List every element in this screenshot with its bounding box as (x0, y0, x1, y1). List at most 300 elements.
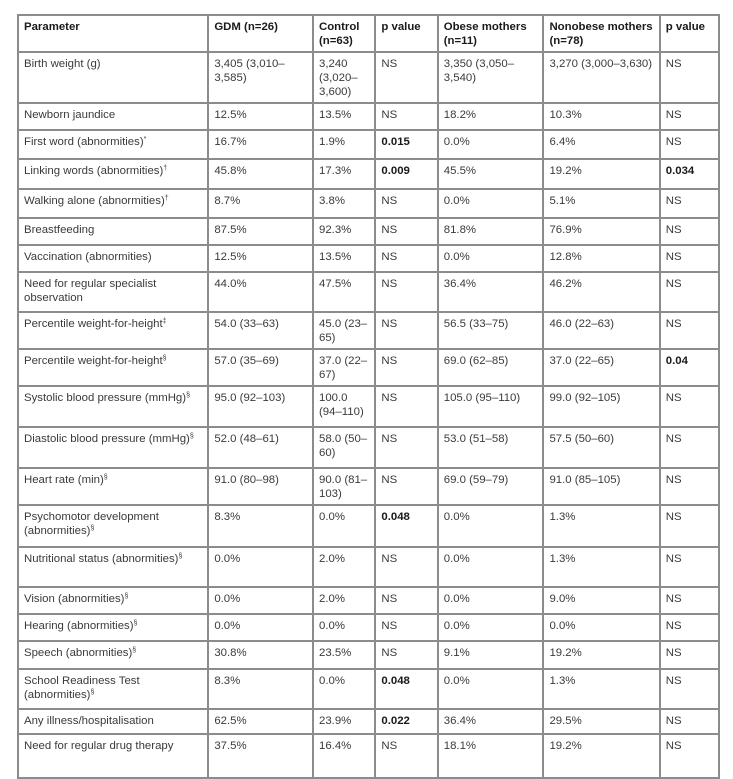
cell-control-text: 3.8% (318, 195, 345, 207)
cell-control (313, 52, 375, 103)
cell-control (313, 189, 375, 218)
cell-p-value-1 (375, 245, 437, 272)
cell-p-value-2 (660, 349, 719, 386)
cell-p-value-1-text: NS (381, 318, 398, 330)
cell-obese (438, 52, 544, 103)
cell-gdm (208, 103, 313, 130)
footnote-marker: § (178, 553, 183, 560)
cell-nonobese (543, 52, 659, 103)
header-row (18, 15, 719, 52)
cell-obese (438, 159, 544, 189)
header-obese: Obese mothers (n=11) (438, 15, 544, 52)
cell-p-value-2-text: NS (665, 318, 682, 330)
footnote-marker: † (163, 165, 168, 172)
cell-nonobese-text: 46.0 (22–63) (549, 318, 615, 330)
cell-obese-text: 3,350 (3,050–3,540) (443, 58, 515, 84)
cell-p-value-1 (375, 614, 437, 641)
cell-parameter-text: Need for regular specialist observation (24, 278, 157, 304)
cell-obese-text: 69.0 (59–79) (443, 474, 509, 486)
cell-gdm-text: 91.0 (80–98) (214, 474, 279, 486)
table-body (18, 52, 719, 778)
cell-gdm-text: 52.0 (48–61) (214, 433, 279, 445)
cell-parameter-text: Vaccination (abnormities) (24, 251, 152, 263)
cell-p-value-1 (375, 130, 437, 159)
cell-p-value-2-text: NS (665, 224, 682, 236)
cell-control-text: 58.0 (50–60) (318, 433, 368, 459)
cell-control (313, 547, 375, 587)
cell-obese (438, 669, 544, 709)
table-row (18, 427, 719, 468)
cell-nonobese-text: 19.2% (549, 165, 582, 177)
table-row (18, 218, 719, 245)
cell-parameter (18, 103, 208, 130)
outcomes-table (17, 14, 720, 779)
cell-gdm-text: 95.0 (92–103) (214, 392, 286, 404)
cell-parameter-text: Systolic blood pressure (mmHg) (24, 392, 187, 404)
cell-p-value-2-text: NS (665, 474, 682, 486)
footnote-marker: § (90, 525, 95, 532)
cell-control (313, 349, 375, 386)
table-row (18, 272, 719, 312)
cell-p-value-2 (660, 130, 719, 159)
cell-p-value-1-text: 0.009 (381, 165, 410, 177)
cell-nonobese-text: 91.0 (85–105) (549, 474, 621, 486)
cell-obese-text: 0.0% (443, 251, 470, 263)
cell-parameter-text: Any illness/hospitalisation (24, 715, 154, 727)
cell-obese-text: 0.0% (443, 511, 470, 523)
cell-nonobese-text: 19.2% (549, 647, 582, 659)
cell-p-value-2 (660, 709, 719, 734)
cell-control-text: 2.0% (318, 553, 345, 565)
cell-control (313, 505, 375, 547)
cell-obese (438, 614, 544, 641)
cell-nonobese-text: 5.1% (549, 195, 576, 207)
cell-p-value-1 (375, 468, 437, 505)
cell-p-value-1-text: NS (381, 474, 398, 486)
cell-obese (438, 386, 544, 427)
cell-p-value-2-text: NS (665, 740, 682, 752)
cell-gdm-text: 12.5% (214, 109, 247, 121)
cell-control (313, 218, 375, 245)
footnote-marker: ‡ (162, 318, 167, 325)
cell-control (313, 734, 375, 778)
cell-p-value-2 (660, 587, 719, 614)
cell-obese-text: 81.8% (443, 224, 477, 236)
cell-gdm-text: 45.8% (214, 165, 247, 177)
cell-p-value-2-text: 0.04 (665, 355, 688, 367)
cell-gdm-text: 57.0 (35–69) (214, 355, 279, 367)
header-control: Control (n=63) (313, 15, 375, 52)
table-row (18, 159, 719, 189)
cell-p-value-2-text: NS (665, 647, 682, 659)
cell-gdm-text: 0.0% (214, 620, 241, 632)
cell-p-value-2 (660, 669, 719, 709)
cell-obese (438, 709, 544, 734)
cell-control-text: 47.5% (318, 278, 352, 290)
cell-nonobese (543, 547, 659, 587)
cell-nonobese-text: 1.3% (549, 553, 576, 565)
cell-nonobese (543, 734, 659, 778)
cell-gdm-text: 87.5% (214, 224, 247, 236)
cell-control (313, 468, 375, 505)
cell-nonobese-text: 46.2% (549, 278, 582, 290)
cell-parameter-text: Birth weight (g) (24, 58, 101, 70)
cell-p-value-2 (660, 52, 719, 103)
cell-obese (438, 641, 544, 669)
cell-obese (438, 130, 544, 159)
cell-control-text: 1.9% (318, 136, 345, 148)
cell-obese-text: 0.0% (443, 195, 470, 207)
cell-control (313, 641, 375, 669)
cell-p-value-1 (375, 547, 437, 587)
cell-obese (438, 547, 544, 587)
cell-nonobese (543, 189, 659, 218)
cell-parameter-text: Walking alone (abnormities) (24, 195, 165, 207)
cell-p-value-1 (375, 386, 437, 427)
footnote-marker: § (103, 474, 108, 481)
cell-gdm-text: 12.5% (214, 251, 247, 263)
cell-parameter (18, 349, 208, 386)
cell-p-value-1 (375, 709, 437, 734)
cell-nonobese (543, 468, 659, 505)
cell-nonobese (543, 245, 659, 272)
cell-parameter (18, 669, 208, 709)
cell-p-value-1-text: NS (381, 647, 398, 659)
cell-nonobese (543, 349, 659, 386)
cell-parameter (18, 245, 208, 272)
cell-control-text: 37.0 (22–67) (318, 355, 368, 381)
table-row (18, 130, 719, 159)
cell-p-value-1-text: 0.022 (381, 715, 410, 727)
cell-gdm (208, 587, 313, 614)
cell-p-value-1-text: 0.048 (381, 511, 410, 523)
cell-control-text: 2.0% (318, 593, 345, 605)
footnote-marker: * (143, 136, 147, 143)
cell-p-value-1-text: NS (381, 620, 398, 632)
cell-parameter (18, 218, 208, 245)
cell-parameter-text: Vision (abnormities) (24, 593, 125, 605)
cell-parameter (18, 272, 208, 312)
cell-p-value-1-text: NS (381, 433, 398, 445)
cell-control (313, 272, 375, 312)
cell-parameter-text: Nutritional status (abnormities) (24, 553, 179, 565)
cell-p-value-1-text: NS (381, 355, 398, 367)
cell-control (313, 427, 375, 468)
cell-gdm (208, 189, 313, 218)
cell-gdm-text: 44.0% (214, 278, 247, 290)
cell-p-value-2 (660, 641, 719, 669)
cell-p-value-1-text: NS (381, 392, 398, 404)
cell-obese-text: 18.2% (443, 109, 477, 121)
footnote-marker: § (133, 620, 138, 627)
cell-gdm (208, 245, 313, 272)
cell-parameter (18, 641, 208, 669)
table-row (18, 641, 719, 669)
table-row (18, 734, 719, 778)
cell-control (313, 386, 375, 427)
cell-p-value-2-text: NS (665, 433, 682, 445)
cell-control (313, 159, 375, 189)
cell-p-value-1 (375, 427, 437, 468)
cell-control-text: 13.5% (318, 109, 352, 121)
cell-p-value-2-text: 0.034 (665, 165, 695, 177)
header-gdm: GDM (n=26) (208, 15, 313, 52)
footnote-marker: § (124, 593, 129, 600)
cell-p-value-2 (660, 245, 719, 272)
cell-obese (438, 587, 544, 614)
cell-gdm-text: 8.7% (214, 195, 241, 207)
cell-nonobese-text: 1.3% (549, 511, 576, 523)
cell-control-text: 90.0 (81–103) (318, 474, 368, 500)
cell-p-value-2 (660, 427, 719, 468)
table-row (18, 189, 719, 218)
cell-p-value-2-text: NS (665, 675, 682, 687)
cell-p-value-1-text: NS (381, 593, 398, 605)
table-row (18, 103, 719, 130)
cell-obese-text: 69.0 (62–85) (443, 355, 509, 367)
cell-parameter (18, 709, 208, 734)
cell-p-value-1 (375, 734, 437, 778)
cell-obese-text: 36.4% (443, 278, 477, 290)
cell-p-value-1-text: NS (381, 58, 398, 70)
cell-nonobese (543, 386, 659, 427)
cell-nonobese (543, 641, 659, 669)
cell-control (313, 130, 375, 159)
footnote-marker: † (164, 195, 169, 202)
cell-gdm-text: 0.0% (214, 553, 241, 565)
cell-p-value-1 (375, 587, 437, 614)
cell-control-text: 0.0% (318, 675, 345, 687)
cell-p-value-2 (660, 272, 719, 312)
cell-nonobese-text: 57.5 (50–60) (549, 433, 615, 445)
cell-control-text: 16.4% (318, 740, 352, 752)
cell-gdm (208, 312, 313, 349)
table-row (18, 245, 719, 272)
cell-nonobese (543, 312, 659, 349)
cell-p-value-1 (375, 159, 437, 189)
cell-p-value-1-text: NS (381, 278, 398, 290)
cell-p-value-2-text: NS (665, 109, 682, 121)
cell-gdm-text: 16.7% (214, 136, 247, 148)
cell-p-value-1-text: 0.048 (381, 675, 410, 687)
cell-parameter (18, 52, 208, 103)
cell-obese-text: 45.5% (443, 165, 477, 177)
cell-parameter (18, 547, 208, 587)
cell-control-text: 13.5% (318, 251, 352, 263)
cell-gdm (208, 386, 313, 427)
cell-p-value-2 (660, 505, 719, 547)
cell-p-value-2-text: NS (665, 195, 682, 207)
cell-obese-text: 56.5 (33–75) (443, 318, 509, 330)
cell-gdm (208, 641, 313, 669)
cell-parameter-text: Breastfeeding (24, 224, 95, 236)
cell-nonobese (543, 709, 659, 734)
cell-p-value-1 (375, 505, 437, 547)
header-parameter: Parameter (18, 15, 208, 52)
cell-control-text: 100.0 (94–110) (318, 392, 364, 418)
cell-obese (438, 245, 544, 272)
cell-p-value-2-text: NS (665, 392, 682, 404)
footnote-marker: § (90, 689, 95, 696)
cell-obese (438, 427, 544, 468)
cell-p-value-1 (375, 103, 437, 130)
cell-p-value-1-text: NS (381, 224, 398, 236)
cell-nonobese-text: 76.9% (549, 224, 582, 236)
cell-parameter-text: Linking words (abnormities) (24, 165, 164, 177)
cell-control-text: 3,240 (3,020–3,600) (318, 58, 358, 98)
cell-gdm (208, 159, 313, 189)
cell-p-value-2 (660, 159, 719, 189)
cell-p-value-1 (375, 189, 437, 218)
table-row (18, 312, 719, 349)
cell-p-value-2-text: NS (665, 251, 682, 263)
cell-nonobese-text: 10.3% (549, 109, 582, 121)
cell-parameter (18, 386, 208, 427)
cell-p-value-2-text: NS (665, 278, 682, 290)
cell-obese (438, 189, 544, 218)
cell-gdm (208, 349, 313, 386)
cell-p-value-2 (660, 312, 719, 349)
cell-parameter-text: Percentile weight-for-height (24, 318, 163, 330)
cell-control-text: 17.3% (318, 165, 352, 177)
table-row (18, 505, 719, 547)
cell-gdm-text: 54.0 (33–63) (214, 318, 279, 330)
table-row (18, 468, 719, 505)
cell-gdm (208, 669, 313, 709)
cell-p-value-2-text: NS (665, 715, 682, 727)
cell-gdm (208, 614, 313, 641)
table-row (18, 349, 719, 386)
cell-gdm (208, 709, 313, 734)
cell-nonobese (543, 505, 659, 547)
cell-p-value-2 (660, 386, 719, 427)
table-row (18, 614, 719, 641)
cell-control (313, 312, 375, 349)
cell-p-value-2 (660, 614, 719, 641)
cell-parameter (18, 614, 208, 641)
table-row (18, 669, 719, 709)
cell-p-value-1-text: NS (381, 251, 398, 263)
cell-parameter (18, 734, 208, 778)
footnote-marker: § (132, 647, 137, 654)
cell-nonobese-text: 37.0 (22–65) (549, 355, 615, 367)
cell-nonobese (543, 427, 659, 468)
cell-parameter-text: Heart rate (min) (24, 474, 104, 486)
cell-parameter (18, 505, 208, 547)
cell-p-value-1 (375, 349, 437, 386)
cell-p-value-2-text: NS (665, 136, 682, 148)
cell-obese-text: 0.0% (443, 675, 470, 687)
cell-parameter-text: Percentile weight-for-height (24, 355, 163, 367)
cell-obese (438, 312, 544, 349)
cell-obese-text: 0.0% (443, 593, 470, 605)
cell-gdm (208, 547, 313, 587)
cell-obese-text: 0.0% (443, 620, 470, 632)
cell-obese (438, 349, 544, 386)
cell-parameter-text: Need for regular drug therapy (24, 740, 174, 752)
header-p-value-1: p value (375, 15, 437, 52)
cell-gdm (208, 468, 313, 505)
cell-control-text: 92.3% (318, 224, 352, 236)
cell-obese-text: 36.4% (443, 715, 477, 727)
cell-obese (438, 103, 544, 130)
cell-parameter-text: Diastolic blood pressure (mmHg) (24, 433, 190, 445)
cell-obese (438, 272, 544, 312)
table-row (18, 52, 719, 103)
cell-gdm (208, 505, 313, 547)
cell-nonobese (543, 669, 659, 709)
cell-obese-text: 18.1% (443, 740, 477, 752)
cell-parameter (18, 189, 208, 218)
footnote-marker: § (186, 392, 190, 399)
cell-p-value-2 (660, 547, 719, 587)
cell-gdm-text: 0.0% (214, 593, 241, 605)
cell-nonobese-text: 19.2% (549, 740, 582, 752)
table-row (18, 386, 719, 427)
cell-parameter-text: Psychomotor development (abnormities) (24, 511, 159, 537)
table-row (18, 587, 719, 614)
cell-parameter (18, 312, 208, 349)
cell-gdm (208, 272, 313, 312)
cell-parameter (18, 468, 208, 505)
cell-p-value-1-text: NS (381, 553, 398, 565)
cell-gdm-text: 8.3% (214, 675, 241, 687)
cell-obese (438, 734, 544, 778)
cell-parameter (18, 159, 208, 189)
cell-gdm-text: 37.5% (214, 740, 247, 752)
header-p-value-2: p value (660, 15, 719, 52)
cell-p-value-2 (660, 218, 719, 245)
cell-gdm (208, 218, 313, 245)
cell-obese-text: 9.1% (443, 647, 470, 659)
cell-obese-text: 105.0 (95–110) (443, 392, 521, 404)
cell-obese (438, 218, 544, 245)
cell-obese-text: 53.0 (51–58) (443, 433, 509, 445)
cell-control (313, 245, 375, 272)
cell-p-value-2 (660, 734, 719, 778)
table-row (18, 547, 719, 587)
cell-nonobese-text: 12.8% (549, 251, 582, 263)
cell-nonobese-text: 9.0% (549, 593, 576, 605)
cell-p-value-2 (660, 468, 719, 505)
cell-p-value-1-text: 0.015 (381, 136, 410, 148)
cell-control-text: 45.0 (23–65) (318, 318, 368, 344)
cell-control-text: 0.0% (318, 511, 345, 523)
cell-nonobese-text: 0.0% (549, 620, 576, 632)
cell-obese (438, 468, 544, 505)
cell-nonobese (543, 272, 659, 312)
cell-parameter (18, 587, 208, 614)
cell-nonobese-text: 99.0 (92–105) (549, 392, 621, 404)
cell-gdm (208, 52, 313, 103)
cell-nonobese (543, 103, 659, 130)
cell-gdm-text: 62.5% (214, 715, 247, 727)
cell-obese-text: 0.0% (443, 553, 470, 565)
cell-p-value-2 (660, 103, 719, 130)
cell-nonobese (543, 130, 659, 159)
cell-gdm-text: 3,405 (3,010–3,585) (214, 58, 285, 84)
cell-p-value-1 (375, 272, 437, 312)
cell-control-text: 23.5% (318, 647, 352, 659)
cell-p-value-2-text: NS (665, 58, 682, 70)
cell-p-value-2-text: NS (665, 593, 682, 605)
cell-obese (438, 505, 544, 547)
cell-nonobese (543, 614, 659, 641)
cell-control (313, 614, 375, 641)
cell-control (313, 709, 375, 734)
cell-p-value-2-text: NS (665, 620, 682, 632)
cell-control (313, 587, 375, 614)
